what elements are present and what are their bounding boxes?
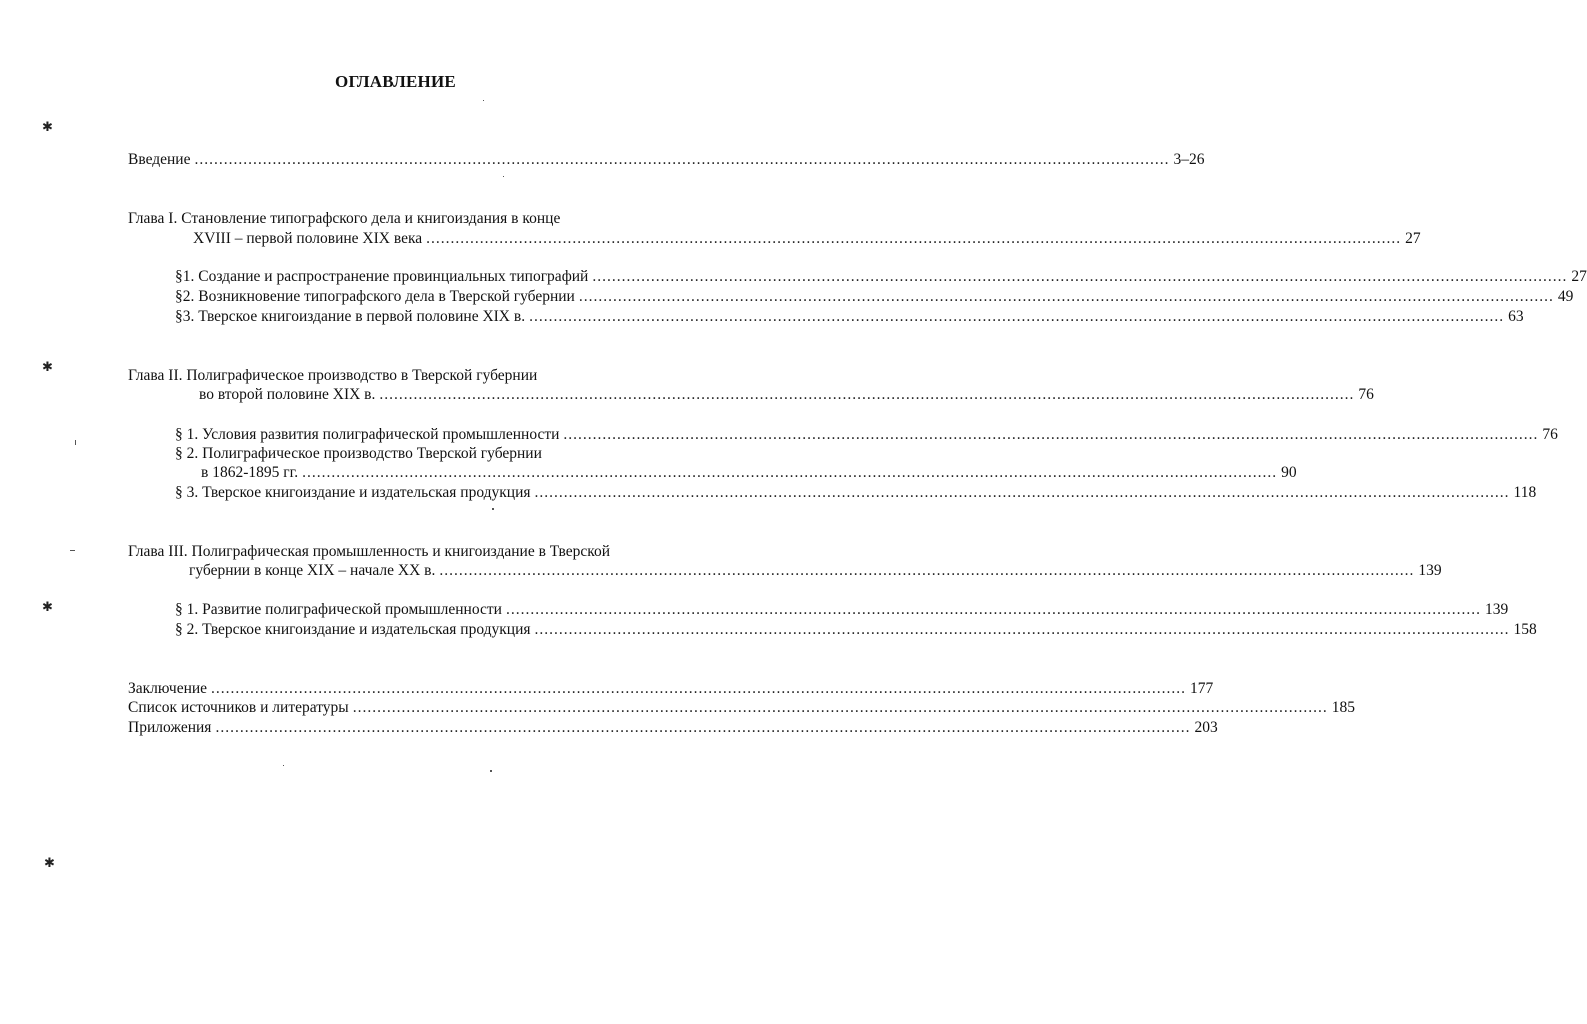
- chapter-3-title-cont: [189, 561, 1442, 581]
- toc-page-number: 177: [1190, 680, 1214, 697]
- toc-page-number: 27: [1571, 268, 1587, 285]
- scan-speck: [75, 440, 76, 445]
- scan-speck: ✱: [42, 600, 53, 615]
- toc-page-number: 185: [1331, 699, 1355, 716]
- toc-page-number: 139: [1484, 601, 1509, 618]
- toc-entry-2-2-cont: [201, 463, 1297, 483]
- toc-label: § 1. Развитие полиграфической промышленности: [175, 601, 502, 618]
- toc-page-number: 158: [1513, 621, 1537, 638]
- toc-page-number: 90: [1281, 464, 1297, 481]
- leader-dots: ........................................................................................................................................................................................................: [302, 464, 1278, 481]
- chapter-2-title-cont: [199, 385, 1374, 405]
- leader-dots: ........................................................................................................................................................................................................: [534, 484, 1510, 501]
- toc-label: губернии в конце XIX – начале XX в.: [189, 562, 436, 579]
- leader-dots: ........................................................................................................................................................................................................: [529, 308, 1505, 325]
- toc-entry-conclusion: [128, 679, 1214, 699]
- toc-page-number: 76: [1542, 426, 1558, 443]
- leader-dots: ........................................................................................................................................................................................................: [505, 601, 1481, 618]
- toc-label: Приложения: [128, 719, 212, 736]
- scan-speck: ✱: [42, 120, 53, 135]
- leader-dots: ........................................................................................................................................................................................................: [194, 151, 1170, 168]
- toc-entry-intro: [128, 150, 1205, 170]
- toc-entry-2-2-title: § 2. Полиграфическое производство Тверской губернии: [175, 445, 542, 462]
- toc-label: §1. Создание и распространение провинциальных типографий: [175, 268, 589, 285]
- toc-label: §2. Возникновение типографского дела в Тверской губернии: [175, 288, 575, 305]
- toc-label: § 2. Тверское книгоиздание и издательская продукция: [175, 621, 531, 638]
- toc-page-number: 49: [1557, 288, 1574, 305]
- leader-dots: ........................................................................................................................................................................................................: [379, 386, 1355, 403]
- chapter-3-title: Глава III. Полиграфическая промышленность и книгоиздание в Тверской: [128, 543, 610, 560]
- scan-speck: [70, 550, 75, 551]
- leader-dots: ........................................................................................................................................................................................................: [563, 426, 1539, 443]
- leader-dots: ........................................................................................................................................................................................................: [592, 268, 1568, 285]
- scan-speck: ✱: [42, 360, 53, 375]
- toc-label: § 1. Условия развития полиграфической промышленности: [175, 426, 560, 443]
- scan-speck: [483, 100, 484, 101]
- page-title: ОГЛАВЛЕНИЕ: [335, 72, 456, 91]
- toc-page-number: 118: [1513, 484, 1537, 501]
- toc-page-number: 3–26: [1173, 151, 1205, 168]
- toc-entry-3-1: [175, 600, 1509, 620]
- scan-speck: [283, 765, 284, 766]
- toc-entry-3-2: [175, 620, 1537, 640]
- toc-page-number: 139: [1418, 562, 1442, 579]
- toc-label: § 3. Тверское книгоиздание и издательская продукция: [175, 484, 531, 501]
- leader-dots: ........................................................................................................................................................................................................: [578, 288, 1554, 305]
- scan-speck: ✱: [44, 856, 55, 871]
- chapter-1-title-cont: [193, 229, 1421, 249]
- toc-entry-2-1: [175, 425, 1558, 445]
- leader-dots: ........................................................................................................................................................................................................: [211, 680, 1187, 697]
- toc-page-number: 203: [1194, 719, 1218, 736]
- toc-entry-sources: [128, 698, 1355, 718]
- scan-speck: [503, 176, 504, 177]
- toc-label: §3. Тверское книгоиздание в первой половине XIX в.: [175, 308, 526, 325]
- leader-dots: ........................................................................................................................................................................................................: [215, 719, 1191, 736]
- toc-label: Заключение: [128, 680, 208, 697]
- toc-entry-appendix: [128, 718, 1218, 738]
- toc-entry-1-2: [175, 287, 1574, 307]
- chapter-2-title: Глава II. Полиграфическое производство в Тверской губернии: [128, 367, 538, 384]
- leader-dots: ........................................................................................................................................................................................................: [534, 621, 1510, 638]
- leader-dots: ........................................................................................................................................................................................................: [426, 230, 1402, 247]
- toc-label: Список источников и литературы: [128, 699, 349, 716]
- chapter-1-title: Глава I. Становление типографского дела и книгоиздания в конце: [128, 210, 561, 227]
- toc-page-number: 76: [1358, 386, 1374, 403]
- scan-speck: [492, 508, 494, 510]
- toc-page-number: 63: [1508, 308, 1524, 325]
- toc-entry-1-1: [175, 267, 1587, 287]
- leader-dots: ........................................................................................................................................................................................................: [439, 562, 1415, 579]
- toc-entry-1-3: [175, 307, 1524, 327]
- toc-label: Введение: [128, 151, 191, 168]
- scan-speck: [490, 770, 492, 772]
- toc-entry-2-3: [175, 483, 1537, 503]
- toc-page-number: 27: [1405, 230, 1421, 247]
- toc-label: во второй половине XIX в.: [199, 386, 376, 403]
- toc-label: в 1862-1895 гг.: [201, 464, 299, 481]
- toc-label: XVIII – первой половине XIX века: [193, 230, 423, 247]
- leader-dots: ........................................................................................................................................................................................................: [352, 699, 1328, 716]
